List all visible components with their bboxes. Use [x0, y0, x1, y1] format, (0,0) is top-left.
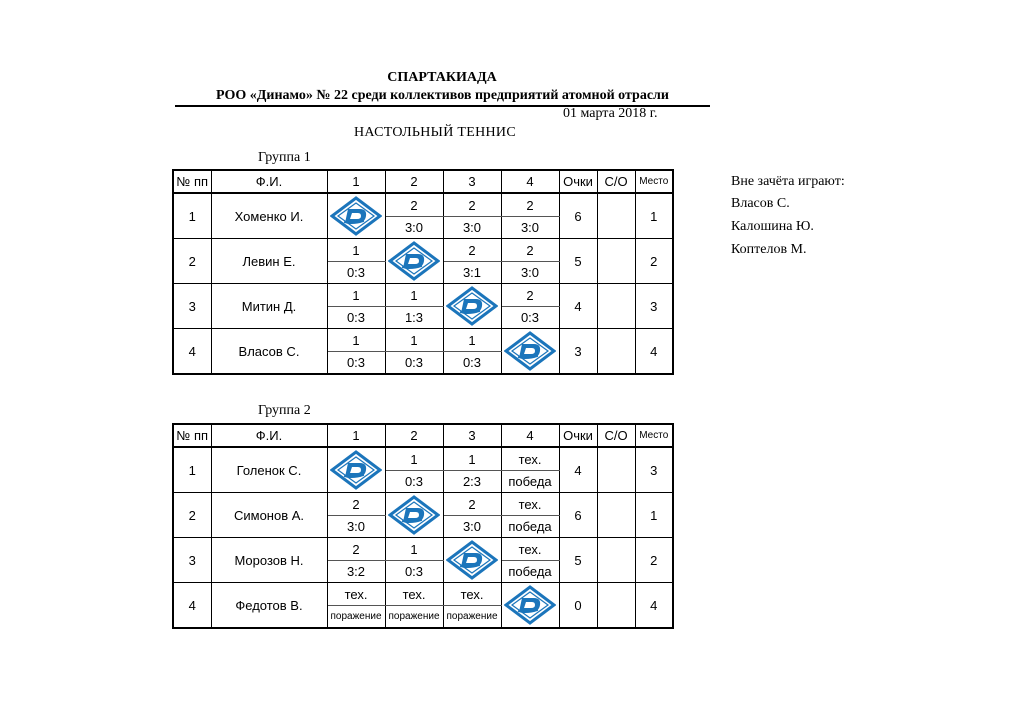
player-place: 3	[635, 284, 673, 329]
column-header-name: Ф.И.	[211, 424, 327, 447]
off-competition-player: Власов С.	[731, 196, 790, 211]
match-score: 3:1	[443, 262, 501, 284]
player-name: Левин Е.	[211, 239, 327, 284]
match-score: победа	[501, 471, 559, 493]
player-number: 3	[173, 538, 211, 583]
player-name: Голенок С.	[211, 447, 327, 493]
match-points: тех.	[501, 447, 559, 471]
player-so	[597, 447, 635, 493]
match-score: 3:0	[443, 217, 501, 239]
player-place: 1	[635, 193, 673, 239]
sport-title: НАСТОЛЬНЫЙ ТЕННИС	[354, 125, 516, 140]
match-score: 0:3	[385, 471, 443, 493]
player-so	[597, 284, 635, 329]
column-header-c3: 3	[443, 170, 501, 193]
player-so	[597, 583, 635, 629]
match-score: поражение	[443, 606, 501, 629]
match-score: 0:3	[501, 307, 559, 329]
match-points: 2	[385, 193, 443, 217]
player-row	[173, 493, 673, 516]
self-match-cell	[327, 193, 385, 239]
off-competition-heading: Вне зачёта играют:	[731, 174, 845, 189]
match-points: 1	[443, 329, 501, 352]
player-row	[173, 193, 673, 217]
player-points: 4	[559, 447, 597, 493]
match-points: тех.	[501, 538, 559, 561]
self-match-cell	[385, 493, 443, 538]
column-header-c1: 1	[327, 424, 385, 447]
match-score: 0:3	[385, 352, 443, 375]
column-header-c2: 2	[385, 424, 443, 447]
match-points: тех.	[501, 493, 559, 516]
column-header-num: № пп	[173, 170, 211, 193]
player-number: 1	[173, 193, 211, 239]
dynamo-d-logo-icon	[504, 585, 556, 625]
match-score: 3:2	[327, 561, 385, 583]
match-points: 2	[327, 493, 385, 516]
column-header-c2: 2	[385, 170, 443, 193]
self-match-cell	[327, 447, 385, 493]
player-place: 1	[635, 493, 673, 538]
match-score: 3:0	[501, 217, 559, 239]
match-score: 3:0	[327, 516, 385, 538]
player-points: 4	[559, 284, 597, 329]
match-score: 3:0	[385, 217, 443, 239]
column-header-so: С/О	[597, 170, 635, 193]
off-competition-player: Коптелов М.	[731, 242, 807, 257]
player-points: 6	[559, 193, 597, 239]
match-points: 1	[327, 329, 385, 352]
column-header-c4: 4	[501, 424, 559, 447]
player-number: 2	[173, 239, 211, 284]
match-score: поражение	[327, 606, 385, 629]
player-so	[597, 329, 635, 375]
match-points: 1	[385, 284, 443, 307]
header-row	[173, 424, 673, 447]
player-name: Симонов А.	[211, 493, 327, 538]
match-score: поражение	[385, 606, 443, 629]
match-score: 3:0	[443, 516, 501, 538]
dynamo-d-logo-icon	[330, 196, 382, 236]
dynamo-d-logo-icon	[504, 331, 556, 371]
match-points: 2	[501, 193, 559, 217]
match-points: 2	[501, 284, 559, 307]
dynamo-d-logo-icon	[330, 450, 382, 490]
player-points: 6	[559, 493, 597, 538]
match-points: 1	[327, 239, 385, 262]
match-score: 0:3	[327, 307, 385, 329]
match-points: тех.	[443, 583, 501, 606]
column-header-place: Место	[635, 424, 673, 447]
player-points: 5	[559, 538, 597, 583]
column-header-c3: 3	[443, 424, 501, 447]
match-score: 0:3	[443, 352, 501, 375]
player-row	[173, 239, 673, 262]
match-points: тех.	[327, 583, 385, 606]
match-score: 0:3	[327, 352, 385, 375]
column-header-so: С/О	[597, 424, 635, 447]
dynamo-d-logo-icon	[446, 286, 498, 326]
match-score: победа	[501, 561, 559, 583]
player-points: 3	[559, 329, 597, 375]
match-points: 2	[443, 493, 501, 516]
match-score: 3:0	[501, 262, 559, 284]
header-row	[173, 170, 673, 193]
column-header-points: Очки	[559, 170, 597, 193]
player-so	[597, 538, 635, 583]
match-points: 1	[385, 329, 443, 352]
date-text: 01 марта 2018 г.	[563, 106, 658, 121]
match-points: 2	[501, 239, 559, 262]
player-points: 0	[559, 583, 597, 629]
match-points: 2	[443, 193, 501, 217]
match-points: 1	[443, 447, 501, 471]
self-match-cell	[443, 538, 501, 583]
player-name: Митин Д.	[211, 284, 327, 329]
player-number: 4	[173, 329, 211, 375]
player-place: 2	[635, 538, 673, 583]
player-name: Хоменко И.	[211, 193, 327, 239]
player-points: 5	[559, 239, 597, 284]
dynamo-d-logo-icon	[446, 540, 498, 580]
match-score: 0:3	[385, 561, 443, 583]
player-place: 3	[635, 447, 673, 493]
match-points: 1	[385, 447, 443, 471]
player-row	[173, 538, 673, 561]
group-2-table	[172, 423, 674, 629]
dynamo-d-logo-icon	[388, 495, 440, 535]
player-place: 4	[635, 583, 673, 629]
player-number: 3	[173, 284, 211, 329]
self-match-cell	[443, 284, 501, 329]
column-header-points: Очки	[559, 424, 597, 447]
page-subtitle: РОО «Динамо» № 22 среди коллективов предприятий атомной отрасли	[175, 88, 710, 107]
match-points: 2	[443, 239, 501, 262]
dynamo-d-logo-icon	[388, 241, 440, 281]
player-row	[173, 284, 673, 307]
player-row	[173, 583, 673, 606]
match-points: 2	[327, 538, 385, 561]
column-header-num: № пп	[173, 424, 211, 447]
group-2-label: Группа 2	[258, 403, 311, 418]
group-1-table	[172, 169, 674, 375]
column-header-place: Место	[635, 170, 673, 193]
self-match-cell	[385, 239, 443, 284]
column-header-c1: 1	[327, 170, 385, 193]
player-so	[597, 239, 635, 284]
off-competition-player: Калошина Ю.	[731, 219, 814, 234]
match-points: 1	[327, 284, 385, 307]
player-number: 2	[173, 493, 211, 538]
player-number: 4	[173, 583, 211, 629]
match-points: 1	[385, 538, 443, 561]
column-header-name: Ф.И.	[211, 170, 327, 193]
player-place: 2	[635, 239, 673, 284]
self-match-cell	[501, 329, 559, 375]
player-so	[597, 193, 635, 239]
player-number: 1	[173, 447, 211, 493]
page-title: СПАРТАКИАДА	[387, 70, 497, 85]
player-name: Федотов В.	[211, 583, 327, 629]
player-name: Морозов Н.	[211, 538, 327, 583]
player-place: 4	[635, 329, 673, 375]
match-score: 2:3	[443, 471, 501, 493]
column-header-c4: 4	[501, 170, 559, 193]
group-1-label: Группа 1	[258, 150, 311, 165]
player-so	[597, 493, 635, 538]
match-score: 0:3	[327, 262, 385, 284]
match-score: 1:3	[385, 307, 443, 329]
self-match-cell	[501, 583, 559, 629]
match-score: победа	[501, 516, 559, 538]
match-points: тех.	[385, 583, 443, 606]
player-row	[173, 329, 673, 352]
player-row	[173, 447, 673, 471]
player-name: Власов С.	[211, 329, 327, 375]
